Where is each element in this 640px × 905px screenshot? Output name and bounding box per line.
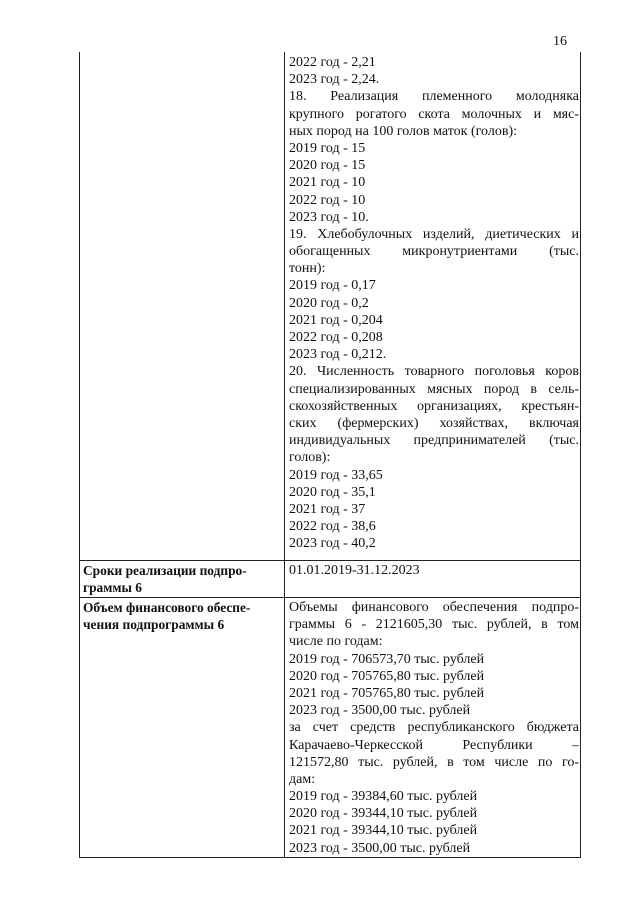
terms-label-line: граммы 6 [83,580,142,595]
funding-line: 2023 год - 3500,00 тыс. рублей [289,840,471,856]
indicator-line: 2023 год - 2,24. [289,72,380,88]
row-divider-terms [79,560,581,561]
page-number: 16 [553,34,567,49]
indicator-line: 2023 год - 10. [289,209,369,225]
indicator-line: голов): [289,450,331,466]
funding-value-cell [289,599,579,857]
funding-line: Объемы финансового обеспечения подпро- [289,600,579,615]
terms-label [83,562,279,596]
indicator-line: индивидуальных предпринимателей (тыс. [289,433,579,449]
indicator-line: 2019 год - 33,65 [289,467,383,483]
indicator-line: 19. Хлебобулочных изделий, диетических и [289,226,579,242]
indicator-line: 2023 год - 40,2 [289,536,376,552]
indicator-line: 18. Реализация племенного молодняка [289,89,579,105]
funding-line: граммы 6 - 2121605,30 тыс. рублей, в том [289,617,579,633]
funding-label-line: Объем финансового обеспе- [83,600,251,615]
indicator-line: скохозяйственных организациях, крестьян- [289,398,579,414]
indicator-line: ных пород на 100 голов маток (голов): [289,123,517,139]
indicator-line: 2022 год - 38,6 [289,519,376,535]
indicator-line: ских (фермерских) хозяйствах, включая [289,415,579,431]
table-border-left [79,52,80,858]
indicators-continued-cell [289,54,579,552]
indicator-line: 2020 год - 0,2 [289,295,369,311]
funding-line: за счет средств республиканского бюджета [289,720,579,736]
funding-label [83,599,279,633]
indicator-line: 2021 год - 10 [289,175,366,191]
table-column-divider [284,52,285,858]
terms-value [289,562,579,579]
indicator-line: 2022 год - 2,21 [289,55,376,70]
indicator-line: 2019 год - 15 [289,140,366,156]
funding-label-line: чения подпрограммы 6 [83,617,225,632]
funding-line: числе по годам: [289,634,383,650]
funding-line: 2021 год - 39344,10 тыс. рублей [289,823,478,839]
indicator-line: 2021 год - 37 [289,501,366,517]
funding-line: 121572,80 тыс. рублей, в том числе по го- [289,754,579,770]
indicator-line: крупного рогатого скота молочных и мяс- [289,106,579,122]
indicator-line: 20. Численность товарного поголовья коров [289,364,579,380]
indicator-line: специализированных мясных пород в сель- [289,381,579,397]
terms-value-text: 01.01.2019-31.12.2023 [289,563,420,578]
indicator-line: 2023 год - 0,212. [289,347,387,363]
indicator-line: 2022 год - 10 [289,192,366,208]
indicator-line: 2022 год - 0,208 [289,330,383,345]
funding-line: 2019 год - 39384,60 тыс. рублей [289,789,478,805]
table-border-bottom [79,857,581,858]
indicator-line: 2019 год - 0,17 [289,278,376,294]
funding-line: 2021 год - 705765,80 тыс. рублей [289,685,485,701]
funding-line: Карачаево-Черкесской Республики – [289,737,579,753]
funding-line: дам: [289,771,316,787]
funding-line: 2020 год - 705765,80 тыс. рублей [289,668,485,684]
funding-line: 2023 год - 3500,00 тыс. рублей [289,703,471,719]
indicator-line: обогащенных микронутриентами (тыс. [289,244,579,260]
program-passport-table [79,52,581,858]
table-border-right [580,52,581,858]
indicator-line: 2020 год - 35,1 [289,484,376,500]
terms-label-line: Сроки реализации подпро- [83,563,247,578]
indicator-line: 2020 год - 15 [289,158,366,174]
funding-line: 2019 год - 706573,70 тыс. рублей [289,651,485,667]
funding-line: 2020 год - 39344,10 тыс. рублей [289,806,478,822]
row-divider-funding [79,597,581,598]
indicator-line: 2021 год - 0,204 [289,312,383,328]
indicator-line: тонн): [289,261,326,277]
